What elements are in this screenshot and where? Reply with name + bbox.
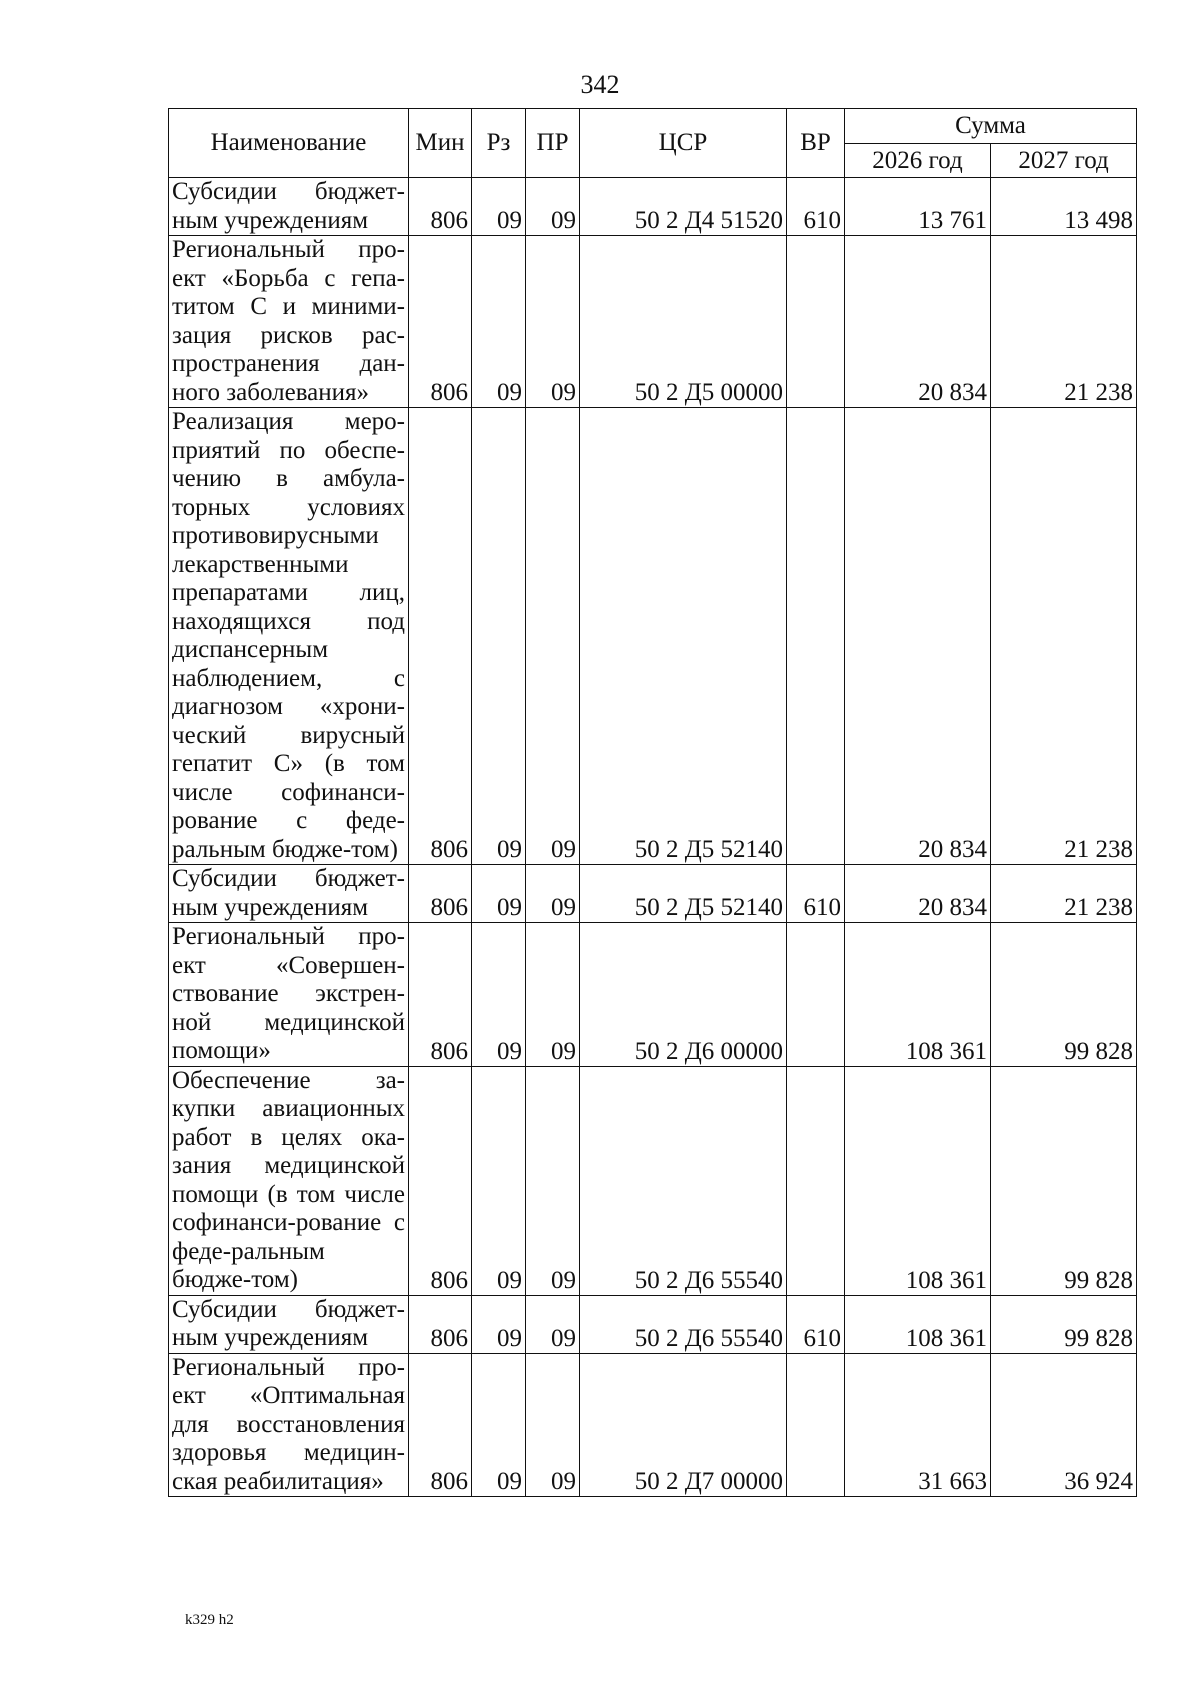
row-sum-2027-cell: 21 238 [991, 236, 1137, 408]
row-name-cell: Субсидии бюджет-ным учреждениям [169, 178, 409, 236]
row-sum-2027-cell: 99 828 [991, 1066, 1137, 1295]
row-pr-cell: 09 [526, 1066, 580, 1295]
row-name-cell: Субсидии бюджет-ным учреждениям [169, 1295, 409, 1353]
header-year-2027: 2027 год [991, 144, 1137, 178]
row-csr-cell: 50 2 Д5 00000 [580, 236, 787, 408]
row-pr-cell: 09 [526, 1353, 580, 1497]
row-csr-cell: 50 2 Д6 00000 [580, 923, 787, 1067]
row-rz-cell: 09 [472, 178, 526, 236]
row-vr-cell [787, 236, 845, 408]
row-rz-cell: 09 [472, 865, 526, 923]
row-sum-2027-cell: 99 828 [991, 1295, 1137, 1353]
row-pr-cell: 09 [526, 1295, 580, 1353]
header-year-2026: 2026 год [845, 144, 991, 178]
row-name-cell: Региональный про-ект «Оптимальная для восстановления здоровья медицин-ская реабилитация» [169, 1353, 409, 1497]
row-sum-2026-cell: 31 663 [845, 1353, 991, 1497]
table-row [169, 1295, 1137, 1353]
row-min-cell: 806 [409, 408, 472, 865]
row-min-cell: 806 [409, 865, 472, 923]
row-min-cell: 806 [409, 178, 472, 236]
row-name-cell: Региональный про-ект «Борьба с гепа-титом С и миними-зация рисков рас-пространения дан-ного заболевания» [169, 236, 409, 408]
row-rz-cell: 09 [472, 923, 526, 1067]
row-pr-cell: 09 [526, 408, 580, 865]
row-sum-2027-cell: 36 924 [991, 1353, 1137, 1497]
row-name-cell: Обеспечение за-купки авиационных работ в целях ока-зания медицинской помощи (в том числе софинанси-рование с феде-ральным бюдже-том) [169, 1066, 409, 1295]
row-rz-cell: 09 [472, 236, 526, 408]
row-min-cell: 806 [409, 236, 472, 408]
row-name-cell: Субсидии бюджет-ным учреждениям [169, 865, 409, 923]
row-min-cell: 806 [409, 1066, 472, 1295]
row-sum-2027-cell: 99 828 [991, 923, 1137, 1067]
row-csr-cell: 50 2 Д6 55540 [580, 1295, 787, 1353]
table-body [169, 178, 1137, 1497]
row-vr-cell: 610 [787, 1295, 845, 1353]
header-sum: Сумма [845, 109, 1137, 144]
row-vr-cell [787, 1066, 845, 1295]
header-pr: ПР [526, 109, 580, 178]
row-csr-cell: 50 2 Д7 00000 [580, 1353, 787, 1497]
table-row [169, 236, 1137, 408]
row-min-cell: 806 [409, 1295, 472, 1353]
header-vr: ВР [787, 109, 845, 178]
row-pr-cell: 09 [526, 178, 580, 236]
table-row [169, 178, 1137, 236]
row-sum-2026-cell: 20 834 [845, 865, 991, 923]
row-vr-cell [787, 408, 845, 865]
row-csr-cell: 50 2 Д5 52140 [580, 865, 787, 923]
header-name: Наименование [169, 109, 409, 178]
table-row [169, 408, 1137, 865]
row-sum-2026-cell: 108 361 [845, 1066, 991, 1295]
row-sum-2026-cell: 20 834 [845, 408, 991, 865]
row-csr-cell: 50 2 Д6 55540 [580, 1066, 787, 1295]
table-row [169, 923, 1137, 1067]
row-rz-cell: 09 [472, 1066, 526, 1295]
row-sum-2027-cell: 13 498 [991, 178, 1137, 236]
header-rz: Рз [472, 109, 526, 178]
row-pr-cell: 09 [526, 923, 580, 1067]
row-csr-cell: 50 2 Д5 52140 [580, 408, 787, 865]
row-vr-cell: 610 [787, 865, 845, 923]
row-csr-cell: 50 2 Д4 51520 [580, 178, 787, 236]
row-pr-cell: 09 [526, 236, 580, 408]
row-sum-2027-cell: 21 238 [991, 408, 1137, 865]
row-pr-cell: 09 [526, 865, 580, 923]
row-min-cell: 806 [409, 923, 472, 1067]
page-number: 342 [580, 70, 620, 99]
table-row [169, 1066, 1137, 1295]
row-rz-cell: 09 [472, 408, 526, 865]
header-csr: ЦСР [580, 109, 787, 178]
row-name-cell: Реализация меро-приятий по обеспе-чению в амбула-торных условиях противовирусными лекарственными препаратами лиц, находящихся под диспансерным наблюдением, с диагнозом «хрони-ческий вирусный гепатит С» (в том числе софинанси-рование с феде-ральным бюдже-том) [169, 408, 409, 865]
row-sum-2026-cell: 108 361 [845, 1295, 991, 1353]
table-row [169, 865, 1137, 923]
table-row [169, 1353, 1137, 1497]
row-vr-cell [787, 923, 845, 1067]
row-name-cell: Региональный про-ект «Совершен-ствование экстрен-ной медицинской помощи» [169, 923, 409, 1067]
header-min: Мин [409, 109, 472, 178]
row-sum-2027-cell: 21 238 [991, 865, 1137, 923]
footer-code: k329 h2 [185, 1612, 234, 1628]
row-min-cell: 806 [409, 1353, 472, 1497]
row-vr-cell [787, 1353, 845, 1497]
row-sum-2026-cell: 20 834 [845, 236, 991, 408]
row-rz-cell: 09 [472, 1295, 526, 1353]
row-sum-2026-cell: 108 361 [845, 923, 991, 1067]
row-vr-cell: 610 [787, 178, 845, 236]
row-sum-2026-cell: 13 761 [845, 178, 991, 236]
row-rz-cell: 09 [472, 1353, 526, 1497]
budget-table [168, 108, 1137, 1497]
